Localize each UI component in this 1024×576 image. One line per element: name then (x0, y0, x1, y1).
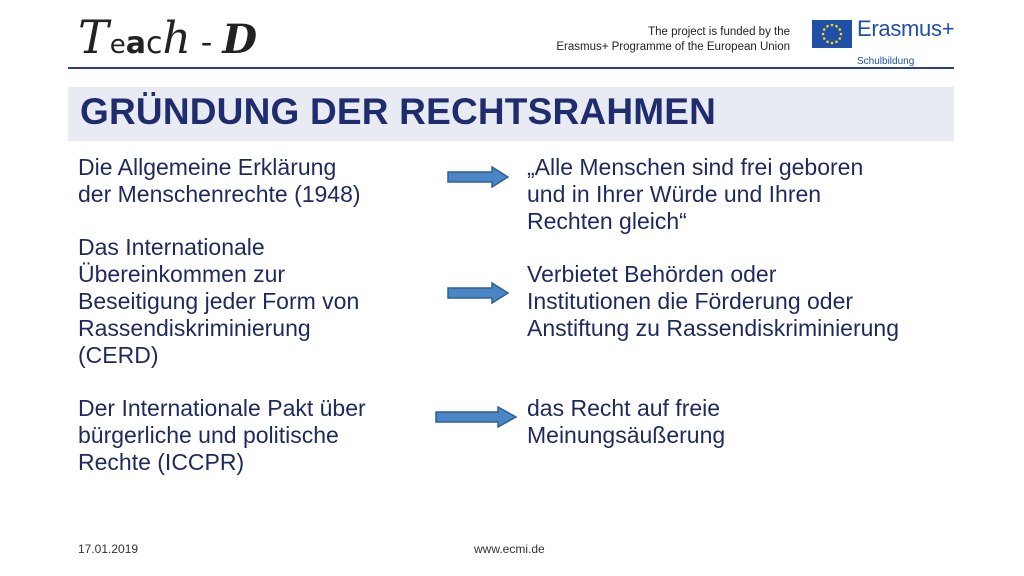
treaty-cerd (78, 234, 438, 369)
slide-title: GRÜNDUNG DER RECHTSRAHMEN (80, 91, 717, 132)
funding-note-line: The project is funded by the (648, 26, 790, 38)
funding-note (520, 25, 790, 55)
logo-letter: - (200, 23, 213, 61)
text-line: Institutionen die Förderung oder (527, 288, 854, 314)
footer-date: 17.01.2019 (78, 542, 139, 556)
text-line: Übereinkommen zur (78, 261, 286, 287)
text-line: und in Ihrer Würde und Ihren (527, 181, 822, 207)
text-line: Beseitigung jeder Form von (78, 288, 360, 314)
text-line: der Menschenrechte (1948) (78, 181, 361, 207)
text-line: Anstiftung zu Rassendiskriminierung (527, 315, 900, 341)
principle-cerd (527, 261, 997, 342)
text-line: Verbietet Behörden oder (527, 261, 777, 287)
funding-note-line: Erasmus+ Programme of the European Union (556, 41, 790, 53)
logo-letter: T (78, 10, 109, 64)
arrow-right-icon (434, 405, 518, 429)
teach-d-logo (78, 10, 257, 64)
text-line: (CERD) (78, 342, 159, 368)
logo-letter: h (162, 13, 191, 64)
text-line: Die Allgemeine Erklärung (78, 154, 337, 180)
erasmus-logo-text: Erasmus+ (857, 16, 955, 41)
text-line: Der Internationale Pakt über (78, 395, 366, 421)
text-line: Rassendiskriminierung (78, 315, 311, 341)
logo-letter: c (145, 26, 163, 61)
principle-udhr (527, 154, 997, 235)
erasmus-subtitle: Schulbildung (857, 56, 915, 67)
text-line: Meinungsäußerung (527, 422, 726, 448)
header-divider (68, 67, 954, 69)
eu-flag-icon (812, 20, 852, 48)
treaty-udhr (78, 154, 438, 208)
text-line: bürgerliche und politische (78, 422, 339, 448)
text-line: „Alle Menschen sind frei geboren (527, 154, 864, 180)
logo-letter: a (125, 26, 146, 61)
arrow-right-icon (446, 165, 510, 189)
text-line: Rechte (ICCPR) (78, 449, 245, 475)
text-line: Das Internationale (78, 234, 265, 260)
arrow-right-icon (446, 281, 510, 305)
footer-url: www.ecmi.de (474, 542, 545, 556)
text-line: Rechten gleich“ (527, 208, 687, 234)
text-line: das Recht auf freie (527, 395, 721, 421)
treaty-iccpr (78, 395, 438, 476)
logo-letter: D (222, 16, 258, 63)
principle-iccpr (527, 395, 997, 449)
logo-letter: e (109, 30, 126, 60)
